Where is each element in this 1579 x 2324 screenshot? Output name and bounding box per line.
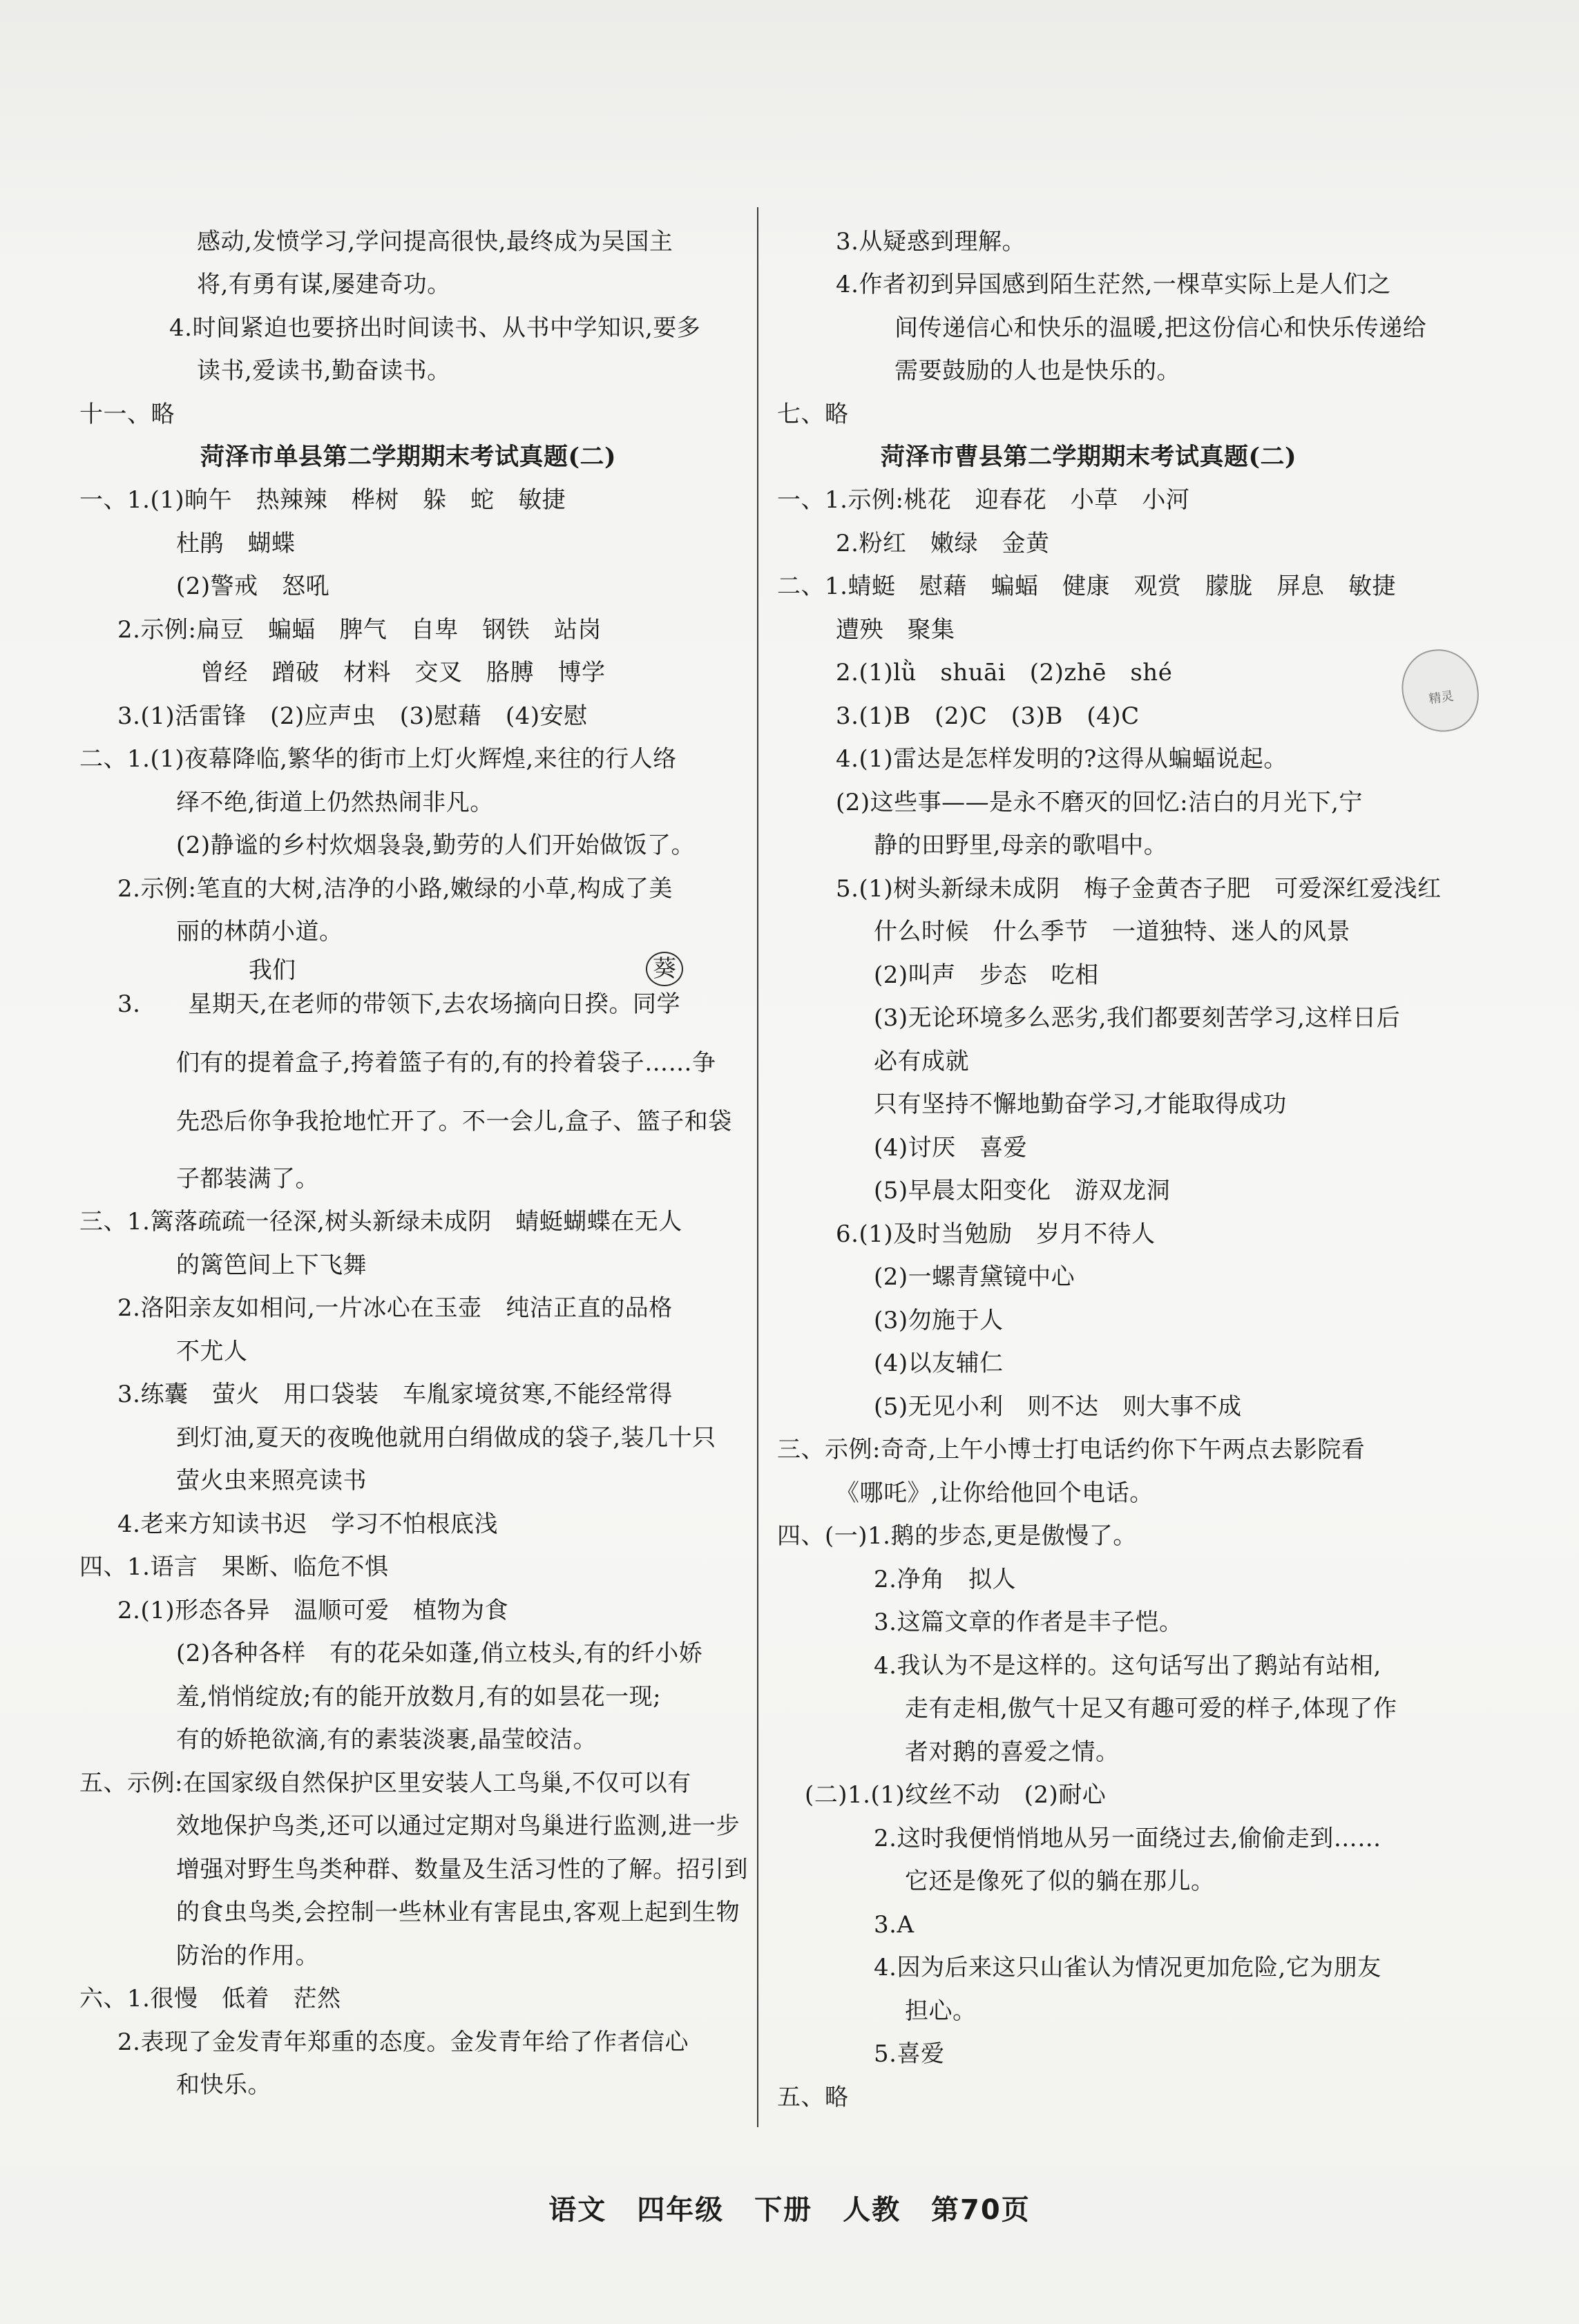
text-line: 遭殃 聚集 (836, 616, 955, 644)
text-line: 担心。 (905, 1997, 977, 2025)
text-line: (3)无论环境多么恶劣,我们都要刻苦学习,这样日后 (874, 1004, 1401, 1032)
text-line: (2)静谧的乡村炊烟袅袅,勤劳的人们开始做饭了。 (176, 832, 695, 859)
text-line: 只有坚持不懈地勤奋学习,才能取得成功 (874, 1091, 1287, 1118)
text-line: 它还是像死了似的躺在那儿。 (905, 1867, 1215, 1895)
text-line: 3.这篇文章的作者是丰子恺。 (874, 1608, 1183, 1636)
text-line: 3.A (874, 1911, 915, 1939)
text-line: 5.(1)树头新绿未成阴 梅子金黄杏子肥 可爱深红爱浅红 (836, 875, 1442, 903)
text-line: 四、1.语言 果断、临危不惧 (79, 1553, 389, 1581)
text-line: 五、示例:在国家级自然保护区里安装人工鸟巢,不仅可以有 (79, 1769, 691, 1797)
exam-title: 菏泽市单县第二学期期末考试真题(二) (200, 443, 617, 471)
text-line: (2)各种各样 有的花朵如蓬,俏立枝头,有的纤小娇 (176, 1640, 703, 1667)
footer-edition: 人教 (843, 2194, 901, 2226)
text-line: 防治的作用。 (176, 1942, 319, 1970)
text-line: (5)无见小利 则不达 则大事不成 (874, 1393, 1242, 1421)
text-line: 3.(1)B (2)C (3)B (4)C (836, 702, 1140, 730)
footer-subject: 语文 (548, 2194, 607, 2226)
text-line: 将,有勇有谋,屡建奇功。 (197, 271, 451, 298)
text-line: 六、1.很慢 低着 茫然 (79, 1985, 341, 2013)
text-line: 2.这时我便悄悄地从另一面绕过去,偷偷走到…… (874, 1825, 1381, 1852)
text-line: 2.粉红 嫩绿 金黄 (836, 530, 1050, 557)
text-line: 感动,发愤学习,学问提高很快,最终成为吴国主 (197, 228, 673, 256)
text-line: 一、1.(1)晌午 热辣辣 桦树 躲 蛇 敏捷 (79, 486, 566, 514)
text-line: 需要鼓励的人也是快乐的。 (894, 357, 1180, 385)
text-line: 者对鹅的喜爱之情。 (905, 1738, 1120, 1766)
text-line: 间传递信心和快乐的温暖,把这份信心和快乐传递给 (894, 314, 1427, 342)
footer-term: 下册 (754, 2194, 813, 2226)
text-line: 2.示例:笔直的大树,洁净的小路,嫩绿的小草,构成了美 (117, 875, 673, 903)
exam-title: 菏泽市曹县第二学期期末考试真题(二) (881, 443, 1297, 471)
text-line: 三、示例:奇奇,上午小博士打电话约你下午两点去影院看 (777, 1436, 1366, 1463)
text-line: 4.作者初到异国感到陌生茫然,一棵草实际上是人们之 (836, 271, 1391, 298)
text-line: 羞,悄悄绽放;有的能开放数月,有的如昙花一现; (176, 1683, 662, 1711)
text-line: 一、1.示例:桃花 迎春花 小草 小河 (777, 486, 1190, 514)
text-line: 3. 星期天,在老师的带领下,去农场摘向日揆。同学 (117, 990, 681, 1018)
text-line: 到灯油,夏天的夜晚他就用白绢做成的袋子,装几十只 (176, 1424, 716, 1452)
text-line: 的食虫鸟类,会控制一些林业有害昆虫,客观上起到生物 (176, 1899, 740, 1926)
text-line: 和快乐。 (176, 2071, 271, 2099)
text-line: 五、略 (777, 2084, 849, 2111)
replacement-char-mark: 葵 (646, 952, 683, 986)
text-line: 3.练囊 萤火 用口袋装 车胤家境贫寒,不能经常得 (117, 1381, 673, 1408)
text-line: 2.(1)形态各异 温顺可爱 植物为食 (117, 1597, 509, 1624)
text-line: 2.示例:扁豆 蝙蝠 脾气 自卑 钢铁 站岗 (117, 616, 602, 644)
text-line: 什么时候 什么季节 一道独特、迷人的风景 (874, 918, 1350, 945)
text-line: 不尤人 (176, 1338, 248, 1365)
text-line: 绎不绝,街道上仍然热闹非凡。 (176, 789, 494, 816)
text-line: (4)讨厌 喜爱 (874, 1134, 1028, 1162)
text-line: 曾经 蹭破 材料 交叉 胳膊 博学 (200, 659, 606, 686)
text-line: (4)以友辅仁 (874, 1350, 1004, 1377)
text-line: 3.从疑惑到理解。 (836, 228, 1026, 256)
text-line: 《哪吒》,让你给他回个电话。 (836, 1479, 1154, 1507)
text-line: (2)叫声 步态 吃相 (874, 961, 1099, 989)
column-divider (757, 207, 758, 2127)
text-line: 三、1.篱落疏疏一径深,树头新绿未成阴 蜻蜓蝴蝶在无人 (79, 1208, 682, 1236)
text-line: 读书,爱读书,勤奋读书。 (197, 357, 451, 385)
text-line: (5)早晨太阳变化 游双龙洞 (874, 1177, 1171, 1204)
insert-word-mark: 我们 (249, 957, 296, 984)
text-line: 四、(一)1.鹅的步态,更是傲慢了。 (777, 1522, 1137, 1550)
text-line: (3)勿施于人 (874, 1307, 1004, 1334)
text-line: 先恐后你争我抢地忙开了。不一会儿,盒子、篮子和袋 (176, 1108, 732, 1135)
footer-page-number: 第70页 (931, 2194, 1031, 2226)
text-line: 4.老来方知读书迟 学习不怕根底浅 (117, 1510, 498, 1538)
stamp-text: 精灵 (1428, 689, 1455, 707)
section-heading: 七、略 (777, 401, 849, 428)
section-heading: 十一、略 (79, 401, 175, 428)
text-line: 2.洛阳亲友如相问,一片冰心在玉壶 纯洁正直的品格 (117, 1294, 673, 1322)
text-line: 杜鹃 蝴蝶 (176, 530, 296, 557)
text-line: 二、1.(1)夜幕降临,繁华的街市上灯火辉煌,来往的行人络 (79, 745, 677, 773)
text-line: 效地保护鸟类,还可以通过定期对鸟巢进行监测,进一步 (176, 1812, 740, 1840)
text-line: 萤火虫来照亮读书 (176, 1467, 367, 1495)
text-line: 4.我认为不是这样的。这句话写出了鹅站有站相, (874, 1652, 1381, 1680)
text-line: 5.喜爱 (874, 2040, 945, 2068)
footer-grade: 四年级 (637, 2194, 725, 2226)
text-line: 有的娇艳欲滴,有的素装淡裹,晶莹皎洁。 (176, 1726, 597, 1754)
text-line: 4.因为后来这只山雀认为情况更加危险,它为朋友 (874, 1954, 1381, 1981)
text-line: 子都装满了。 (176, 1165, 319, 1193)
text-line: 的篱笆间上下飞舞 (176, 1251, 367, 1279)
text-line: 二、1.蜻蜓 慰藉 蝙蝠 健康 观赏 朦胧 屏息 敏捷 (777, 573, 1396, 600)
page-footer (0, 2188, 1579, 2227)
text-line: (二)1.(1)纹丝不动 (2)耐心 (805, 1781, 1107, 1809)
text-line: 增强对野生鸟类种群、数量及生活习性的了解。招引到 (176, 1856, 748, 1883)
text-line: 走有走相,傲气十足又有趣可爱的样子,体现了作 (905, 1695, 1397, 1722)
text-line: 丽的林荫小道。 (176, 918, 343, 945)
text-line: 静的田野里,母亲的歌唱中。 (874, 832, 1168, 859)
text-line: (2)一螺青黛镜中心 (874, 1263, 1075, 1291)
text-line: 必有成就 (874, 1048, 969, 1075)
text-line: 们有的提着盒子,挎着篮子有的,有的拎着袋子……争 (176, 1049, 716, 1077)
text-line: (2)这些事——是永不磨灭的回忆:洁白的月光下,宁 (836, 789, 1363, 816)
text-line: 4.(1)雷达是怎样发明的?这得从蝙蝠说起。 (836, 745, 1288, 773)
text-line: 6.(1)及时当勉励 岁月不待人 (836, 1220, 1156, 1248)
text-line: 2.净角 拟人 (874, 1566, 1016, 1593)
text-line: 2.(1)lǜ shuāi (2)zhē shé (836, 659, 1173, 686)
text-line: 2.表现了金发青年郑重的态度。金发青年给了作者信心 (117, 2028, 689, 2056)
text-line: (2)警戒 怒吼 (176, 573, 330, 600)
text-line: 4.时间紧迫也要挤出时间读书、从书中学知识,要多 (169, 314, 701, 342)
text-line: 3.(1)活雷锋 (2)应声虫 (3)慰藉 (4)安慰 (117, 702, 588, 730)
